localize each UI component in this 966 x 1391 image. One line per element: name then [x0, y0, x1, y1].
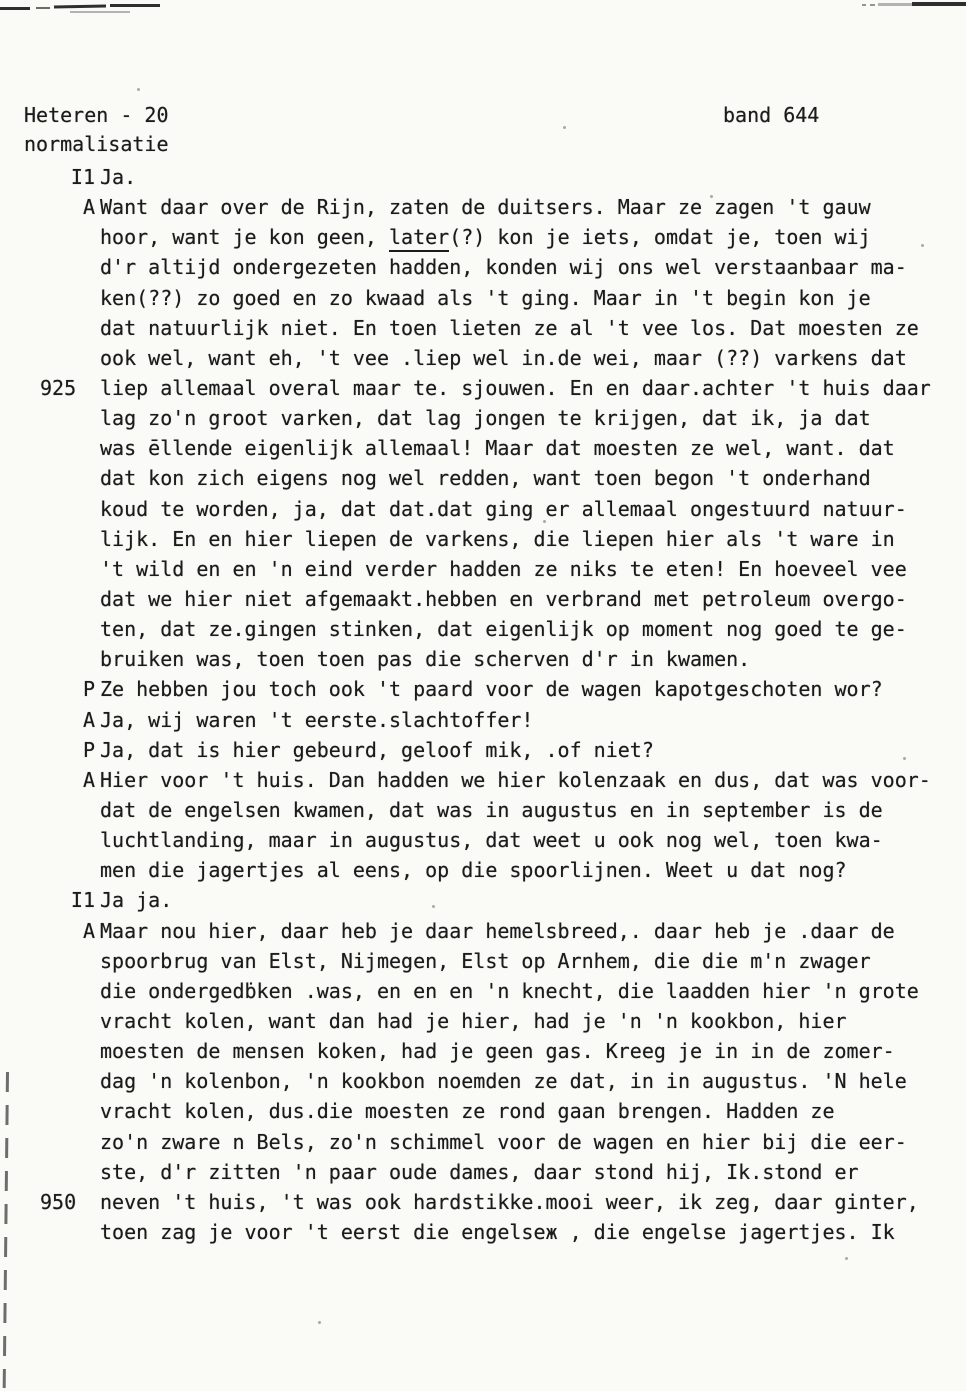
dialog-line-continuation	[0, 855, 966, 885]
speaker-label: P	[82, 677, 95, 702]
dialog-text: ken(??) zo goed en zo kwaad als 't ging. Maar in 't begin kon je	[100, 285, 871, 310]
speaker-label: A	[82, 918, 95, 943]
dialog-text: ook wel, want eh, 't vee .liep wel in.de wei, maar (??) varkens dat	[100, 345, 907, 370]
dialog-text: ste, d'r zitten 'n paar oude dames, daar stond hij, Ik.stond er	[100, 1159, 859, 1184]
dialog-line-continuation	[0, 494, 966, 524]
dialog-line-continuation	[0, 313, 966, 343]
page-title: Heteren - 20	[24, 103, 169, 127]
dialog-line-continuation	[0, 1127, 966, 1157]
speaker-label: A	[82, 195, 95, 220]
band-number: band 644	[723, 103, 820, 127]
dialog-line	[0, 705, 966, 735]
dialog-text: toen zag je voor 't eerst die engelseж , die engelse jagertjes. Ik	[100, 1219, 895, 1244]
dialog-line-continuation	[0, 976, 966, 1006]
dialog-line-continuation	[0, 795, 966, 825]
dialog-text: Hier voor 't huis. Dan hadden we hier kolenzaak en dus, dat was voor-	[100, 767, 931, 792]
dialog-text: Maar nou hier, daar heb je daar hemelsbreed,. daar heb je .daar de	[100, 918, 895, 943]
transcript	[0, 162, 966, 1247]
dialog-text: Ja, wij waren 't eerste.slachtoffer!	[100, 707, 534, 732]
margin-line-number: 925	[40, 375, 77, 400]
dialog-text: Ze hebben jou toch ook 't paard voor de wagen kapotgeschoten wor?	[100, 677, 883, 702]
dialog-line-continuation	[0, 524, 966, 554]
dialog-text: liep allemaal overal maar te. sjouwen. En en daar.achter 't huis daar	[100, 375, 931, 400]
dialog-text: die ondergedḃken .was, en en en 'n knecht, die laadden hier 'n grote	[100, 978, 919, 1003]
underlined-word: later	[389, 225, 449, 252]
dialog-text: spoorbrug van Elst, Nijmegen, Elst op Arnhem, die die m'n zwager	[100, 948, 871, 973]
dialog-text: luchtlanding, maar in augustus, dat weet u ook nog wel, toen kwa-	[100, 828, 883, 853]
dialog-line-continuation	[0, 1217, 966, 1247]
speaker-label: P	[82, 737, 95, 762]
dialog-line-continuation	[0, 584, 966, 614]
dialog-line-continuation	[0, 463, 966, 493]
dialog-line-continuation	[0, 283, 966, 313]
dialog-line-continuation	[0, 1036, 966, 1066]
speaker-label: I1	[70, 165, 95, 189]
dialog-line-continuation	[0, 946, 966, 976]
dialog-line	[0, 674, 966, 704]
dialog-line-continuation	[0, 554, 966, 584]
speaker-label: A	[82, 767, 95, 792]
dialog-text: lag zo'n groot varken, dat lag jongen te krijgen, dat ik, ja dat	[100, 406, 871, 431]
dialog-text: Ja ja.	[100, 888, 173, 913]
dialog-text: 't wild en en 'n eind verder hadden ze niks te eten! En hoeveel vee	[100, 556, 907, 581]
dialog-text: lijk. En en hier liepen de varkens, die liepen hier als 't ware in	[100, 526, 895, 551]
dialog-line-continuation	[0, 644, 966, 674]
margin-line-number: 950	[40, 1189, 77, 1214]
dialog-text: zo'n zware n Bels, zo'n schimmel voor de wagen en hier bij die eer-	[100, 1129, 907, 1154]
dialog-line	[0, 765, 966, 795]
dialog-text: d'r altijd ondergezeten hadden, konden wij ons wel verstaanbaar ma-	[100, 255, 907, 280]
dialog-line-continuation	[0, 1187, 966, 1217]
dialog-line-continuation	[0, 825, 966, 855]
dialog-line-continuation	[0, 1096, 966, 1126]
page-subtitle: normalisatie	[24, 132, 169, 156]
dialog-text: vracht kolen, dus.die moesten ze rond gaan brengen. Hadden ze	[100, 1099, 835, 1124]
speaker-label: I1	[70, 888, 95, 913]
dialog-text: hoor, want je kon geen, later(?) kon je iets, omdat je, toen wij	[100, 225, 871, 252]
dialog-line	[0, 735, 966, 765]
dialog-text: men die jagertjes al eens, op die spoorlijnen. Weet u dat nog?	[100, 858, 847, 883]
dialog-line	[0, 192, 966, 222]
dialog-line-continuation	[0, 403, 966, 433]
dialog-text: Ja, dat is hier gebeurd, geloof mik, .of niet?	[100, 737, 654, 762]
dialog-text: dat natuurlijk niet. En toen lieten ze al 't vee los. Dat moesten ze	[100, 315, 919, 340]
dialog-line-continuation	[0, 1006, 966, 1036]
dialog-line-continuation	[0, 433, 966, 463]
dialog-line-continuation	[0, 222, 966, 252]
dialog-text: bruiken was, toen toen pas die scherven d'r in kwamen.	[100, 647, 751, 672]
dialog-text: was ēllende eigenlijk allemaal! Maar dat moesten ze wel, want. dat	[100, 436, 895, 461]
dialog-line-continuation	[0, 1066, 966, 1096]
dialog-line	[0, 162, 966, 192]
dialog-text: ten, dat ze.gingen stinken, dat eigenlijk op moment nog goed te ge-	[100, 617, 907, 642]
speaker-label: A	[82, 707, 95, 732]
dialog-text: neven 't huis, 't was ook hardstikke.mooi weer, ik zeg, daar ginter,	[100, 1189, 919, 1214]
dialog-text: dat we hier niet afgemaakt.hebben en verbrand met petroleum overgo-	[100, 586, 907, 611]
dialog-line-continuation	[0, 343, 966, 373]
dialog-line	[0, 916, 966, 946]
dialog-line-continuation	[0, 1157, 966, 1187]
dialog-text: Want daar over de Rijn, zaten de duitsers. Maar ze zagen 't gauw	[100, 195, 871, 220]
dialog-text: dat kon zich eigens nog wel redden, want toen begon 't onderhand	[100, 466, 871, 491]
dialog-line-continuation	[0, 373, 966, 403]
dialog-text: dat de engelsen kwamen, dat was in augustus en in september is de	[100, 797, 883, 822]
dialog-text: Ja.	[100, 165, 137, 189]
dialog-line-continuation	[0, 614, 966, 644]
dialog-text: moesten de mensen koken, had je geen gas. Kreeg je in in de zomer-	[100, 1039, 895, 1064]
dialog-line	[0, 885, 966, 915]
dialog-text: dag 'n kolenbon, 'n kookbon noemden ze dat, in in augustus. 'N hele	[100, 1069, 907, 1094]
dialog-text: koud te worden, ja, dat dat.dat ging er allemaal ongestuurd natuur-	[100, 496, 907, 521]
dialog-line-continuation	[0, 252, 966, 282]
dialog-text: vracht kolen, want dan had je hier, had je 'n 'n kookbon, hier	[100, 1008, 847, 1033]
